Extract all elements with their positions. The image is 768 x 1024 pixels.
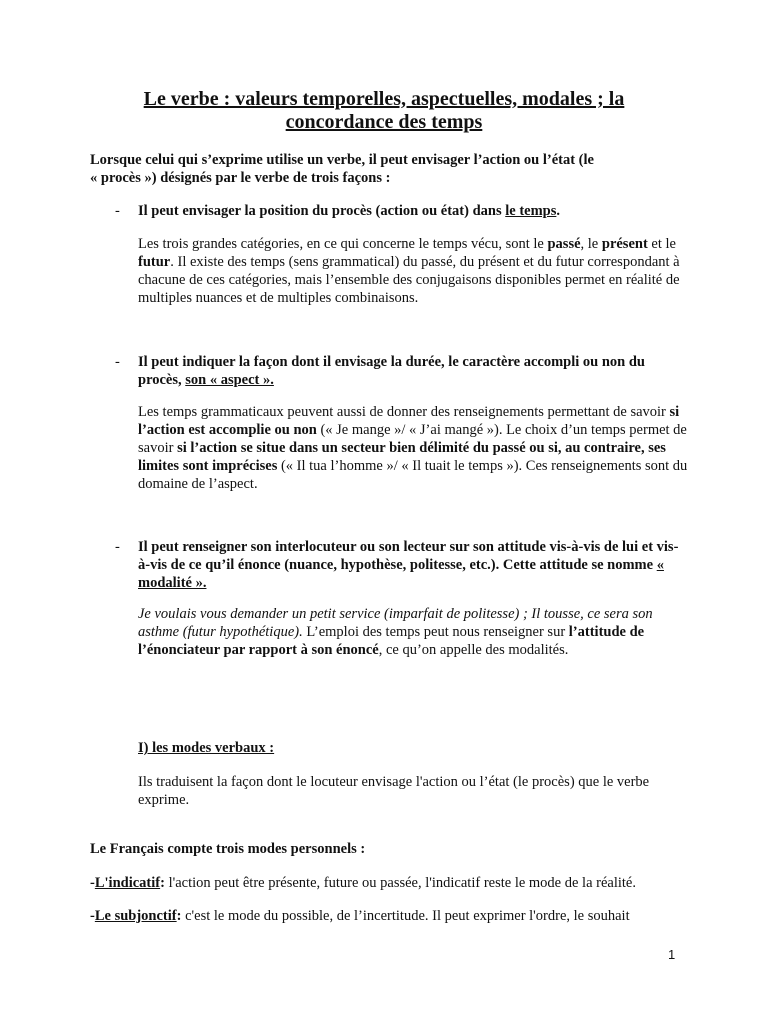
s1-futur: futur [138, 254, 171, 270]
s2-bold-d: si l’action se situe dans un secteur bien délimité du passé ou si, au contraire, ses limites sont imprécises [138, 440, 666, 474]
page-number: 1 [668, 947, 676, 962]
intro-line-1: Lorsque celui qui s’exprime utilise un verbe, il peut envisager l’action ou l’état (le [90, 152, 594, 168]
section-1-heading-end: . [556, 203, 560, 219]
bullet-dash-3: - [115, 539, 120, 555]
mode-indicatif [90, 874, 690, 892]
section-3-heading-text: Il peut renseigner son interlocuteur ou son lecteur sur son attitude vis-à-vis de lui et vis-à-vis de ce qu’il énonce (nuance, hypothèse, politesse, etc.). Cette attitude se nomme [138, 539, 679, 573]
s2-text-c: (« Je mange »/ « J’ai mangé »). Le choix d’un temps permet de savoir [138, 422, 687, 456]
s3-examples: Je voulais vous demander un petit service (imparfait de politesse) ; Il tousse, ce sera son asthme (futur hypothétique). [138, 606, 653, 640]
subjonctif-label: Le subjonctif [94, 908, 177, 924]
section-1-heading-term: le temps [505, 203, 557, 219]
section-2-heading-text: Il peut indiquer la façon dont il envisage la durée, le caractère accompli ou non du procès, [138, 354, 645, 388]
title-line-2: concordance des temps [285, 111, 483, 133]
s1-passe: passé [547, 236, 581, 252]
indicatif-text: l'action peut être présente, future ou passée, l'indicatif reste le mode de la réalité. [164, 875, 636, 891]
s3-text-d: , ce qu’on appelle des modalités. [378, 642, 569, 658]
modes-count-line: Le Français compte trois modes personnels : [90, 841, 366, 857]
bullet-dash-2: - [115, 354, 120, 370]
section-2-heading [138, 353, 686, 389]
s1-text-e: et le [647, 236, 676, 252]
subjonctif-colon: : [176, 908, 182, 924]
s1-text-a: Les trois grandes catégories, en ce qui concerne le temps vécu, sont le [138, 236, 548, 252]
section-3-paragraph [138, 605, 688, 659]
indicatif-dash: - [90, 875, 95, 891]
mode-subjonctif [90, 907, 690, 925]
section-2-heading-term: son « aspect ». [185, 372, 274, 388]
s2-bold-b: si l’action est accomplie ou non [138, 404, 680, 438]
s3-text-b: L’emploi des temps peut nous renseigner sur [302, 624, 569, 640]
modes-heading: I) les modes verbaux : [138, 740, 275, 756]
intro-paragraph [90, 151, 690, 187]
intro-line-2: « procès ») désignés par le verbe de trois façons : [90, 170, 391, 186]
bullet-dash-1: - [115, 203, 120, 219]
s2-text-a: Les temps grammaticaux peuvent aussi de donner des renseignements permettant de savoir [138, 404, 670, 420]
s2-text-e: (« Il tua l’homme »/ « Il tuait le temps »). Ces renseignements sont du domaine de l’aspect. [138, 458, 688, 492]
s1-text-c: , le [580, 236, 602, 252]
subjonctif-text: c'est le mode du possible, de l’incertitude. Il peut exprimer l'ordre, le souhait [181, 908, 630, 924]
section-1-heading-text: Il peut envisager la position du procès (action ou état) dans [138, 203, 506, 219]
modes-paragraph: Ils traduisent la façon dont le locuteur envisage l'action ou l’état (le procès) que le verbe exprime. [138, 774, 650, 808]
s1-present: présent [601, 236, 648, 252]
section-3-heading-term: « modalité ». [138, 557, 664, 591]
indicatif-label: L'indicatif [94, 875, 161, 891]
s3-bold-c: l’attitude de l’énonciateur par rapport à son énoncé [138, 624, 645, 658]
section-1-paragraph [138, 235, 688, 307]
indicatif-colon: : [160, 875, 165, 891]
section-3-heading [138, 538, 686, 592]
section-2-paragraph [138, 403, 688, 493]
title-line-1: Le verbe : valeurs temporelles, aspectuelles, modales ; la [143, 88, 625, 110]
s1-text-g: . Il existe des temps (sens grammatical) du passé, du présent et du futur correspondant à chacune de ces catégories, mais l’ensemble des conjugaisons disponibles permet en réalité de multiples nuances et de multiples combinaisons. [138, 254, 680, 306]
subjonctif-dash: - [90, 908, 95, 924]
section-1-heading [138, 202, 686, 220]
